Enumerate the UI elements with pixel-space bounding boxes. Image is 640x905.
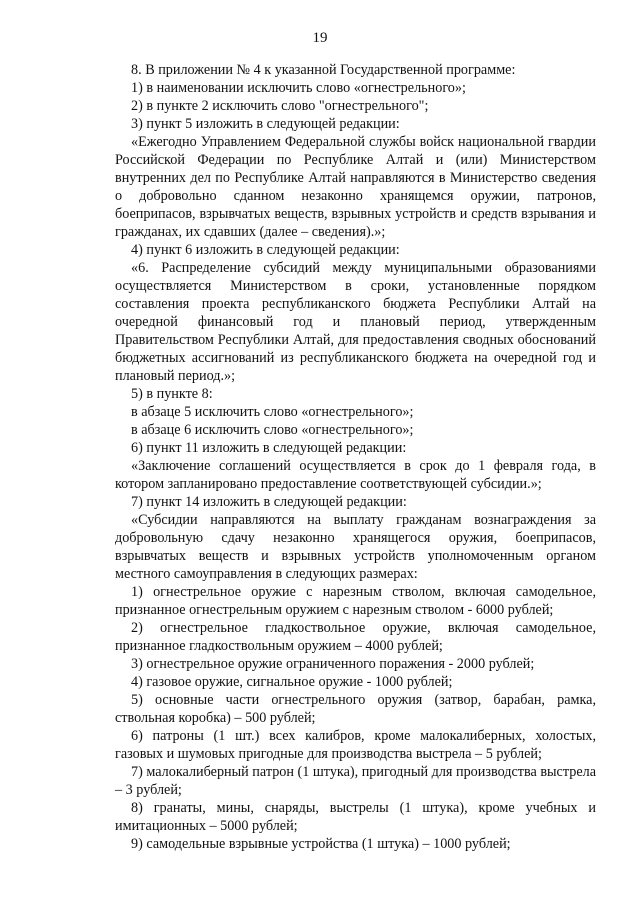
paragraph: в абзаце 5 исключить слово «огнестрельного»; [131,404,414,420]
paragraph: 4) газовое оружие, сигнальное оружие - 1000 рублей; [131,674,453,690]
paragraph: «6. Распределение субсидий между муниципальными образованиями осуществляется Министерством в сроки, установленные порядком составления проекта республиканского бюджета Республики Алтай на очередной финансовый год и плановый период, утвержденным Правительством Республики Алтай, для предоставления сводных обоснований бюджетных ассигнований из республиканского бюджета на очередной год и плановый период.»; [115,260,596,384]
paragraph: 8) гранаты, мины, снаряды, выстрелы (1 штука), кроме учебных и имитационных – 5000 рублей; [115,800,596,834]
paragraph: 6) патроны (1 шт.) всех калибров, кроме малокалиберных, холостых, газовых и шумовых пригодные для производства выстрела – 5 рублей; [115,728,596,762]
paragraph: 2) огнестрельное гладкоствольное оружие, включая самодельное, признанное гладкоствольным оружием – 4000 рублей; [115,620,596,654]
paragraph: 5) основные части огнестрельного оружия (затвор, барабан, рамка, ствольная коробка) – 500 рублей; [115,692,596,726]
paragraph: 5) в пункте 8: [131,386,213,402]
page-number: 19 [312,30,328,46]
paragraph: 3) огнестрельное оружие ограниченного поражения - 2000 рублей; [131,656,535,672]
paragraph: 4) пункт 6 изложить в следующей редакции: [131,242,400,258]
paragraph: в абзаце 6 исключить слово «огнестрельного»; [131,422,414,438]
paragraph: 6) пункт 11 изложить в следующей редакции: [131,440,407,456]
paragraph: 3) пункт 5 изложить в следующей редакции: [131,116,400,132]
paragraph: «Ежегодно Управлением Федеральной службы войск национальной гвардии Российской Федерации по Республике Алтай и (или) Министерством внутренних дел по Республике Алтай направляются в Министерство сведения о добровольно сданном незаконно хранящемся оружии, патронов, боеприпасов, взрывчатых веществ, взрывных устройств и средств взрывания и гражданах, их сдавших (далее – сведения).»; [115,134,596,240]
paragraph: 7) пункт 14 изложить в следующей редакции: [131,494,407,510]
paragraph: 2) в пункте 2 исключить слово "огнестрельного"; [131,98,429,114]
paragraph: «Субсидии направляются на выплату гражданам вознаграждения за добровольную сдачу незаконно хранящегося оружия, боеприпасов, взрывчатых веществ и взрывных устройств уполномоченным органом местного самоуправления в следующих размерах: [115,512,596,582]
paragraph: 9) самодельные взрывные устройства (1 штука) – 1000 рублей; [131,836,511,852]
paragraph: 8. В приложении № 4 к указанной Государственной программе: [131,62,516,78]
paragraph: 1) огнестрельное оружие с нарезным стволом, включая самодельное, признанное огнестрельным оружием с нарезным стволом - 6000 рублей; [115,584,596,618]
paragraph: 7) малокалиберный патрон (1 штука), пригодный для производства выстрела – 3 рублей; [115,764,596,798]
document-body [115,61,596,853]
paragraph: «Заключение соглашений осуществляется в срок до 1 февраля года, в котором запланировано предоставление соответствующей субсидии.»; [115,458,596,492]
paragraph: 1) в наименовании исключить слово «огнестрельного»; [131,80,466,96]
